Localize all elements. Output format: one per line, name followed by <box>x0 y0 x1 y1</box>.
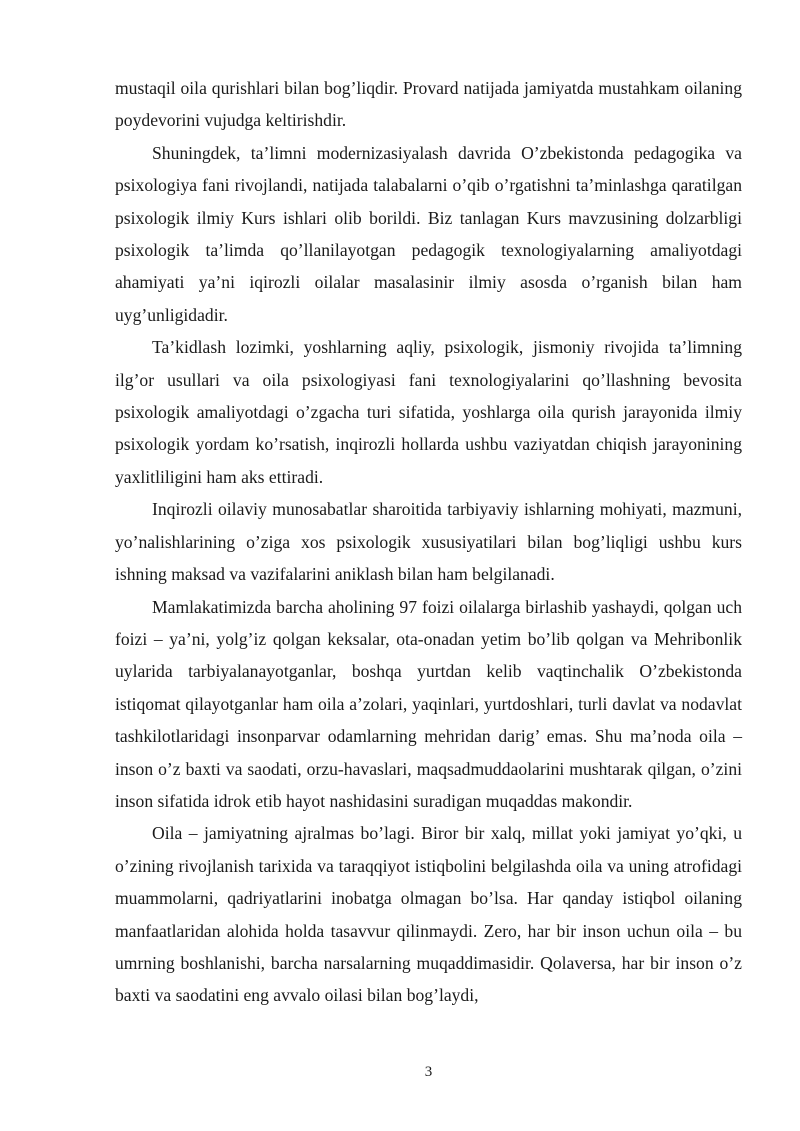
paragraph-emphasis: Ta’kidlash lozimki, yoshlarning aqliy, psixologik, jismoniy rivojida ta’limning ilg’or usullari va oila psixologiyasi fani texnologiyalarini qo’llashning bevosita psixologik amaliyotdagi o’zgacha turi sifatida, yoshlarga oila qurish jarayonida ilmiy psixologik yordam ko’rsatish, inqirozli hollarda ushbu vaziyatdan chiqish jarayonining yaxlitliligini ham aks ettiradi. <box>115 337 742 487</box>
paragraph-crisis-relations: Inqirozli oilaviy munosabatlar sharoitida tarbiyaviy ishlarning mohiyati, mazmuni, yo’nalishlarining o’ziga xos psixologik xususiyatilari bilan bog’liqligi ushbu kurs ishning maksad va vazifalarini aniklash bilan ham belgilanadi. <box>115 499 742 585</box>
paragraph-continuation: mustaqil oila qurishlari bilan bog’liqdir. Provard natijada jamiyatda mustahkam oilaning poydevorini vujudga keltirishdir. <box>115 78 742 131</box>
paragraph-modernization: Shuningdek, ta’limni modernizasiyalash davrida O’zbekistonda pedagogika va psixologiya fani rivojlandi, natijada talabalarni o’qib o’rgatishni ta’minlashga qaratilgan psixologik ilmiy Kurs ishlari olib borildi. Biz tanlagan Kurs mavzusining dolzarbligi psixologik ta’limda qo’llanilayotgan pedagogik texnologiyalarning amaliyotdagi ahamiyati ya’ni iqirozli oilalar masalasinir ilmiy asosda o’rganish bilan ham uyg’unligidadir. <box>115 142 742 325</box>
page-number: 3 <box>424 1064 433 1080</box>
paragraph-family-society: Oila – jamiyatning ajralmas bo’lagi. Biror bir xalq, millat yoki jamiyat yo’qki, u o’zining rivojlanish tarixida va taraqqiyot istiqbolini belgilashda oila va uning atrofidagi muammolarni, qadriyatlarini inobatga olmagan bo’lsa. Har qanday istiqbol oilaning manfaatlaridan alohida holda tasavvur qilinmaydi. Zero, har bir inson uchun oila – bu umrning boshlanishi, barcha narsalarning muqaddimasidir. Qolaversa, har bir inson o’z baxti va saodatini eng avvalo oilasi bilan bog’laydi, <box>115 823 742 1006</box>
body-text <box>115 72 742 1012</box>
paragraph-population: Mamlakatimizda barcha aholining 97 foizi oilalarga birlashib yashaydi, qolgan uch foizi – ya’ni, yolg’iz qolgan keksalar, ota-onadan yetim bo’lib qolgan va Mehribonlik uylarida tarbiyalanayotganlar, boshqa yurtdan kelib vaqtinchalik O’zbekistonda istiqomat qilayotganlar ham oila a’zolari, yaqinlari, yurtdoshlari, turli davlat va nodavlat tashkilotlaridagi insonparvar odamlarning mehridan darig’ emas. Shu ma’noda oila – inson o’z baxti va saodati, orzu-havaslari, maqsadmuddaolarini mushtarak qilgan, o’zini inson sifatida idrok etib hayot nashidasini suradigan muqaddas makondir. <box>115 596 742 811</box>
